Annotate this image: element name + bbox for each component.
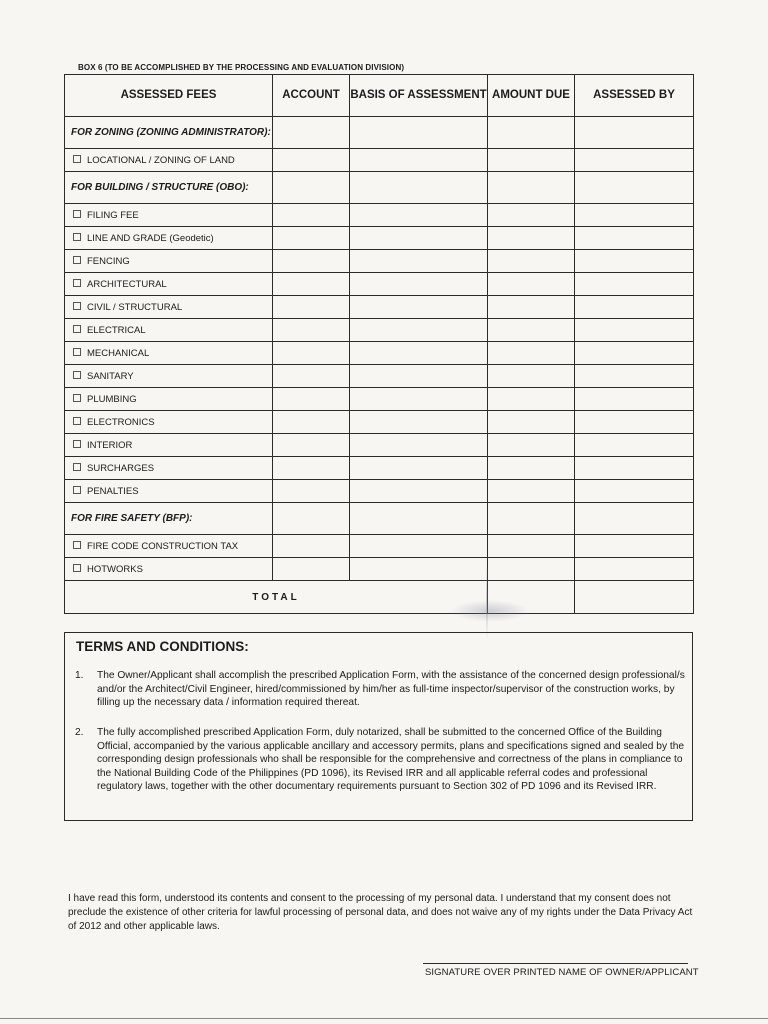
fee-item <box>65 558 273 581</box>
fee-input-cell[interactable] <box>575 296 694 319</box>
fee-row <box>65 273 694 296</box>
fee-input-cell[interactable] <box>350 250 488 273</box>
total-row <box>65 581 694 614</box>
fee-input-cell[interactable] <box>488 296 575 319</box>
fee-input-cell[interactable] <box>273 204 350 227</box>
fee-checkbox[interactable] <box>73 155 81 163</box>
section-heading: FOR BUILDING / STRUCTURE (OBO): <box>65 172 273 204</box>
fee-input-cell[interactable] <box>273 319 350 342</box>
fee-input-cell[interactable] <box>488 503 575 535</box>
data-privacy-consent: I have read this form, understood its contents and consent to the processing of my personal data. I understand that my consent does not preclude the existence of other criteria for lawful processing of personal data, and does not waive any of my rights under the Data Privacy Act of 2012 and other applicable laws. <box>68 893 693 932</box>
fee-input-cell[interactable] <box>350 503 488 535</box>
section-heading: FOR ZONING (ZONING ADMINISTRATOR): <box>65 117 273 149</box>
terms-item-1 <box>75 669 687 710</box>
fee-input-cell[interactable] <box>488 457 575 480</box>
section-heading-row <box>65 117 694 149</box>
fee-item-label: PLUMBING <box>87 393 137 405</box>
fee-row <box>65 434 694 457</box>
fee-item-label: ELECTRICAL <box>87 324 146 336</box>
fee-checkbox[interactable] <box>73 302 81 310</box>
fee-input-cell[interactable] <box>488 172 575 204</box>
fee-input-cell[interactable] <box>273 149 350 172</box>
fee-input-cell[interactable] <box>488 319 575 342</box>
fee-row <box>65 250 694 273</box>
fee-item-label: LOCATIONAL / ZONING OF LAND <box>87 154 235 166</box>
fee-input-cell[interactable] <box>350 117 488 149</box>
fee-input-cell[interactable] <box>350 434 488 457</box>
fee-input-cell[interactable] <box>575 342 694 365</box>
fee-item <box>65 227 273 250</box>
fee-checkbox[interactable] <box>73 348 81 356</box>
fee-checkbox[interactable] <box>73 256 81 264</box>
table-header-row <box>65 75 694 117</box>
fee-input-cell[interactable] <box>575 480 694 503</box>
fee-input-cell[interactable] <box>488 204 575 227</box>
fee-input-cell[interactable] <box>273 457 350 480</box>
fee-row <box>65 319 694 342</box>
fee-input-cell[interactable] <box>575 457 694 480</box>
fee-item <box>65 342 273 365</box>
fee-row <box>65 227 694 250</box>
fee-item <box>65 457 273 480</box>
column-header: ASSESSED FEES <box>65 75 273 117</box>
fee-input-cell[interactable] <box>575 434 694 457</box>
fee-input-cell[interactable] <box>273 365 350 388</box>
fee-input-cell[interactable] <box>273 296 350 319</box>
fee-input-cell[interactable] <box>488 117 575 149</box>
fee-input-cell[interactable] <box>273 342 350 365</box>
column-header: BASIS OF ASSESSMENT <box>350 75 488 117</box>
fee-row <box>65 411 694 434</box>
fee-input-cell[interactable] <box>273 480 350 503</box>
fee-input-cell[interactable] <box>273 172 350 204</box>
fee-item <box>65 434 273 457</box>
fee-item-label: FENCING <box>87 255 130 267</box>
fee-row <box>65 149 694 172</box>
fee-input-cell[interactable] <box>575 388 694 411</box>
fee-checkbox[interactable] <box>73 440 81 448</box>
fee-input-cell[interactable] <box>350 480 488 503</box>
fee-input-cell[interactable] <box>350 149 488 172</box>
fee-checkbox[interactable] <box>73 486 81 494</box>
page-bottom-rule <box>0 1018 768 1019</box>
fee-input-cell[interactable] <box>273 227 350 250</box>
fee-item <box>65 273 273 296</box>
box-label: BOX 6 (TO BE ACCOMPLISHED BY THE PROCESSING AND EVALUATION DIVISION) <box>78 63 405 72</box>
fee-item <box>65 535 273 558</box>
fee-item <box>65 149 273 172</box>
fee-input-cell[interactable] <box>488 149 575 172</box>
terms-item-text: The fully accomplished prescribed Application Form, duly notarized, shall be submitted to the concerned Office of the Building Official, accompanied by the various applicable ancillary and accessory permits, plans and specifications signed and sealed by the corresponding design professionals who shall be responsible for the comprehensive and correctness of the plans in compliance to the National Building Code of the Philippines (PD 1096), its Revised IRR and all applicable referral codes and professional regulatory laws, together with the other documentary requirements pursuant to Section 302 of PD 1096 and its Revised IRR. <box>97 727 685 793</box>
fee-input-cell[interactable] <box>575 117 694 149</box>
fee-item-label: LINE AND GRADE (Geodetic) <box>87 232 214 244</box>
fee-input-cell[interactable] <box>575 535 694 558</box>
fee-input-cell[interactable] <box>488 227 575 250</box>
fee-input-cell[interactable] <box>350 342 488 365</box>
column-header: ASSESSED BY <box>575 75 694 117</box>
column-header: ACCOUNT <box>273 75 350 117</box>
scan-fold-mark <box>486 560 488 640</box>
fee-item-label: INTERIOR <box>87 439 133 451</box>
fee-input-cell[interactable] <box>575 149 694 172</box>
fee-row <box>65 365 694 388</box>
column-header: AMOUNT DUE <box>488 75 575 117</box>
fee-row <box>65 296 694 319</box>
fee-input-cell[interactable] <box>350 388 488 411</box>
fee-input-cell[interactable] <box>488 535 575 558</box>
fee-input-cell[interactable] <box>488 411 575 434</box>
fee-item-label: HOTWORKS <box>87 563 143 575</box>
fee-row <box>65 342 694 365</box>
fee-input-cell[interactable] <box>350 172 488 204</box>
fee-input-cell[interactable] <box>273 434 350 457</box>
fee-checkbox[interactable] <box>73 463 81 471</box>
fee-checkbox[interactable] <box>73 417 81 425</box>
fee-input-cell[interactable] <box>350 411 488 434</box>
fee-input-cell[interactable] <box>350 273 488 296</box>
fee-item-label: FILING FEE <box>87 209 139 221</box>
fee-checkbox[interactable] <box>73 371 81 379</box>
fee-input-cell[interactable] <box>575 204 694 227</box>
terms-item-number: 2. <box>75 727 84 738</box>
fee-input-cell[interactable] <box>488 388 575 411</box>
section-heading: FOR FIRE SAFETY (BFP): <box>65 503 273 535</box>
fee-item <box>65 480 273 503</box>
fee-row <box>65 204 694 227</box>
fee-input-cell[interactable] <box>350 365 488 388</box>
fee-input-cell[interactable] <box>488 365 575 388</box>
fee-input-cell[interactable] <box>350 204 488 227</box>
fee-input-cell[interactable] <box>350 227 488 250</box>
fee-input-cell[interactable] <box>273 388 350 411</box>
fee-input-cell[interactable] <box>575 172 694 204</box>
fee-input-cell[interactable] <box>575 411 694 434</box>
fee-row <box>65 558 694 581</box>
fee-input-cell[interactable] <box>273 558 350 581</box>
fee-input-cell[interactable] <box>488 434 575 457</box>
fee-item <box>65 411 273 434</box>
total-label: TOTAL <box>65 581 488 614</box>
fee-item <box>65 250 273 273</box>
fee-item-label: CIVIL / STRUCTURAL <box>87 301 183 313</box>
fee-input-cell[interactable] <box>575 503 694 535</box>
fee-item <box>65 204 273 227</box>
fee-input-cell[interactable] <box>575 250 694 273</box>
fee-checkbox[interactable] <box>73 564 81 572</box>
fee-input-cell[interactable] <box>273 273 350 296</box>
fee-input-cell[interactable] <box>488 480 575 503</box>
fee-input-cell[interactable] <box>273 535 350 558</box>
fee-input-cell[interactable] <box>350 535 488 558</box>
section-heading-row <box>65 172 694 204</box>
fee-input-cell[interactable] <box>575 227 694 250</box>
fee-row <box>65 480 694 503</box>
terms-item-number: 1. <box>75 670 84 681</box>
fee-input-cell[interactable] <box>350 296 488 319</box>
fee-input-cell[interactable] <box>575 365 694 388</box>
fee-item-label: ELECTRONICS <box>87 416 155 428</box>
fee-input-cell[interactable] <box>488 273 575 296</box>
fee-row <box>65 457 694 480</box>
fee-item-label: PENALTIES <box>87 485 139 497</box>
fee-input-cell[interactable] <box>575 581 694 614</box>
table-body <box>65 117 694 614</box>
fee-checkbox[interactable] <box>73 394 81 402</box>
fee-checkbox[interactable] <box>73 279 81 287</box>
section-heading-row <box>65 503 694 535</box>
terms-box <box>64 632 693 821</box>
fee-input-cell[interactable] <box>575 558 694 581</box>
fee-item-label: MECHANICAL <box>87 347 150 359</box>
terms-item-2 <box>75 726 687 794</box>
signature-label: SIGNATURE OVER PRINTED NAME OF OWNER/APPLICANT <box>425 967 699 978</box>
fee-item <box>65 388 273 411</box>
terms-item-text: The Owner/Applicant shall accomplish the prescribed Application Form, with the assistance of the concerned design professional/s and/or the Architect/Civil Engineer, hired/commissioned by him/her as full-time inspector/supervisor of the construction works, by filling up the necessary data / information required thereat. <box>97 670 685 709</box>
fee-checkbox[interactable] <box>73 210 81 218</box>
fee-input-cell[interactable] <box>350 558 488 581</box>
fee-checkbox[interactable] <box>73 233 81 241</box>
fee-row <box>65 535 694 558</box>
fee-input-cell[interactable] <box>488 250 575 273</box>
fee-input-cell[interactable] <box>273 411 350 434</box>
fee-item-label: ARCHITECTURAL <box>87 278 167 290</box>
fee-input-cell[interactable] <box>273 117 350 149</box>
fee-item <box>65 296 273 319</box>
fee-item-label: FIRE CODE CONSTRUCTION TAX <box>87 540 239 552</box>
fee-item-label: SANITARY <box>87 370 134 382</box>
fee-item <box>65 365 273 388</box>
fee-input-cell[interactable] <box>350 319 488 342</box>
fee-input-cell[interactable] <box>488 558 575 581</box>
fee-checkbox[interactable] <box>73 325 81 333</box>
terms-title: TERMS AND CONDITIONS: <box>76 639 249 654</box>
fee-item <box>65 319 273 342</box>
fee-input-cell[interactable] <box>273 250 350 273</box>
fee-input-cell[interactable] <box>273 503 350 535</box>
signature-line <box>423 963 688 964</box>
fee-input-cell[interactable] <box>350 457 488 480</box>
scan-smudge <box>450 600 530 622</box>
fee-input-cell[interactable] <box>575 273 694 296</box>
fee-item-label: SURCHARGES <box>87 462 155 474</box>
fee-checkbox[interactable] <box>73 541 81 549</box>
fee-input-cell[interactable] <box>575 319 694 342</box>
fee-input-cell[interactable] <box>488 342 575 365</box>
fee-row <box>65 388 694 411</box>
assessed-fees-table <box>64 74 694 614</box>
